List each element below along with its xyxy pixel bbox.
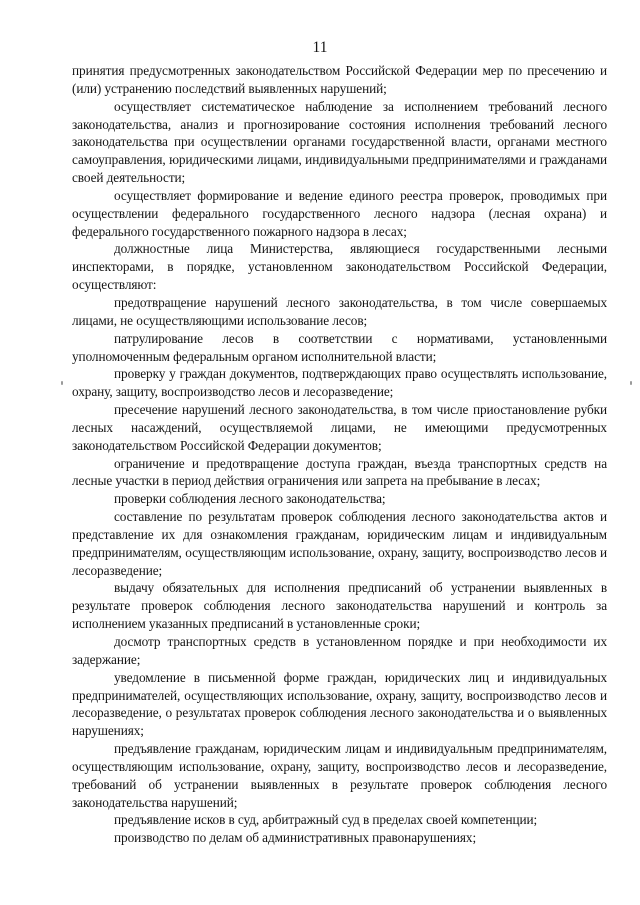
list-item-prevention: предотвращение нарушений лесного законодательства, в том числе совершаемых лицами, не осуществляющими использование лесов; <box>72 294 607 328</box>
paragraph-inspection-registry: осуществляет формирование и ведение единого реестра проверок, проводимых при осуществлении федерального государственного лесного надзора (лесная охрана) и федерального государственного пожарного надзора в лесах; <box>72 187 607 239</box>
list-item-notification: уведомление в письменной форме граждан, юридических лиц и индивидуальных предпринимателей, осуществляющих использование, охрану, защиту, воспроизводство лесов и лесоразведение, о результатах проверок соблюдения лесного законодательства и о выявленных нарушениях; <box>72 669 607 739</box>
paragraph-monitoring: осуществляет систематическое наблюдение за исполнением требований лесного законодательства, анализ и прогнозирование состояния исполнения требований лесного законодательства при осуществлении органами государственной власти, органами местного самоуправления, юридическими лицами, индивидуальными предпринимателями и гражданами своей деятельности; <box>72 98 607 186</box>
list-item-acts: составление по результатам проверок соблюдения лесного законодательства актов и представление их для ознакомления гражданам, юридическим лицам и индивидуальным предпринимателям, осуществляющим использование, охрану, защиту, воспроизводство лесов и лесоразведение; <box>72 509 607 578</box>
scan-speck <box>630 381 632 385</box>
list-item-lawsuits: предъявление исков в суд, арбитражный суд в пределах своей компетенции; <box>114 812 538 828</box>
list-item-suppression: пресечение нарушений лесного законодательства, в том числе приостановление рубки лесных насаждений, осуществляемой лицами, не имеющими предусмотренных законодательством Российской Федерации документов; <box>72 402 607 453</box>
list-item-orders: выдачу обязательных для исполнения предписаний об устранении выявленных в результате проверок соблюдения лесного законодательства нарушений и контроль за исполнением указанных предписаний в установленные сроки; <box>72 580 607 632</box>
list-item-document-check: проверку у граждан документов, подтверждающих право осуществлять использование, охрану, защиту, воспроизводство лесов и лесоразведение; <box>72 366 607 400</box>
list-item-compliance-checks: проверки соблюдения лесного законодательства; <box>114 491 386 507</box>
list-item-patrol: патрулирование лесов в соответствии с нормативами, установленными уполномоченным федеральным органом исполнительной власти; <box>72 330 607 364</box>
paragraph-inspectors-intro: должностные лица Министерства, являющиеся государственными лесными инспекторами, в порядке, установленном законодательством Российской Федерации, осуществляют: <box>72 241 607 293</box>
page-number: 11 <box>312 39 328 56</box>
list-item-demands: предъявление гражданам, юридическим лицам и индивидуальным предпринимателям, осуществляющим использование, охрану, защиту, воспроизводство лесов и лесоразведение, требований об устранении выявленных в результате проверок соблюдения лесного законодательства нарушений; <box>72 741 607 810</box>
list-item-administrative-cases: производство по делам об административных правонарушениях; <box>114 830 477 846</box>
scan-speck <box>61 381 63 385</box>
document-body <box>72 62 607 847</box>
paragraph-continuation: принятия предусмотренных законодательством Российской Федерации мер по пресечению и (или) устранению последствий выявленных нарушений; <box>72 63 607 96</box>
list-item-vehicle-inspection: досмотр транспортных средств в установленном порядке и при необходимости их задержание; <box>72 634 607 667</box>
list-item-access-restriction: ограничение и предотвращение доступа граждан, въезда транспортных средств на лесные участки в период действия ограничения или запрета на пребывание в лесах; <box>72 455 607 489</box>
